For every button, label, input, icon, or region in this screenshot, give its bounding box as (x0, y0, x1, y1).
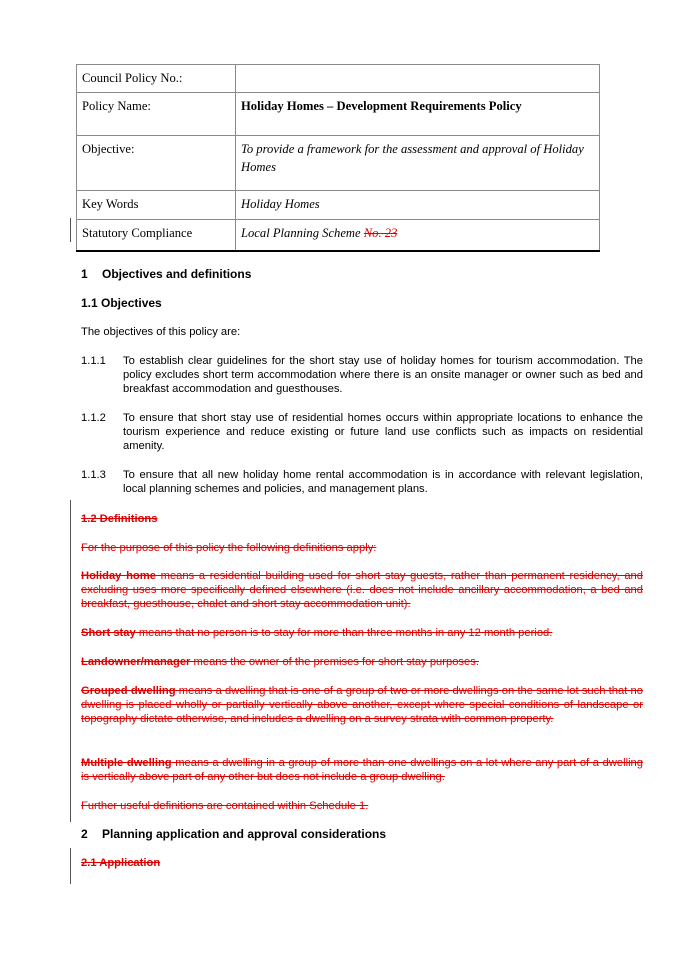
definition-term: Short stay (81, 627, 136, 639)
definition-term: Holiday home (81, 570, 156, 582)
list-item (81, 411, 643, 454)
definition-text: means a residential building used for short stay guests, rather than permanent residency, and excluding uses more specifically defined elsewhere (i.e. does not include ancillary accommodation, a bed and breakfast, guesthouse, chalet and short stay accommodation unit). (81, 570, 643, 611)
definition-term: Multiple dwelling (81, 757, 172, 769)
deleted-text: No. 23 (363, 226, 398, 240)
table-row (77, 93, 600, 136)
table-label: Objective: (77, 136, 236, 191)
section-title: Objectives and definitions (102, 267, 252, 281)
definition-paragraph (81, 569, 643, 612)
item-number: 1.1.1 (81, 355, 106, 367)
definition-text: means that no person is to stay for more than three months in any 12 month period. (135, 627, 553, 639)
item-text: To establish clear guidelines for the short stay use of holiday homes for tourism accommodation. The policy excludes short term accommodation where there is an onsite manager or owner such as bed and breakfast accommodation and guesthouses. (123, 355, 643, 396)
item-number: 1.1.3 (81, 469, 106, 481)
intro-text: The objectives of this policy are: (81, 326, 241, 338)
table-row (77, 191, 600, 220)
policy-name-value: Holiday Homes – Development Requirements Policy (236, 93, 600, 136)
table-row (77, 220, 600, 251)
deleted-subsection-heading: 2.1 Application (81, 857, 161, 869)
definition-term: Landowner/manager (81, 656, 191, 668)
table-label: Statutory Compliance (77, 220, 236, 251)
deleted-subsection-heading: 1.2 Definitions (81, 513, 158, 525)
item-text: To ensure that all new holiday home rental accommodation is in accordance with relevant legislation, local planning schemes and policies, and management plans. (123, 469, 643, 496)
table-row (77, 136, 600, 191)
table-label: Council Policy No.: (77, 65, 236, 93)
list-item (81, 468, 643, 496)
definition-paragraph (81, 655, 643, 669)
definition-term: Grouped dwelling (81, 685, 176, 697)
definition-text: means the owner of the premises for short stay purposes. (190, 656, 479, 668)
definition-paragraph (81, 756, 643, 784)
list-item (81, 354, 643, 397)
keywords-value: Holiday Homes (236, 191, 600, 220)
subsection-heading: 1.1 Objectives (81, 296, 162, 310)
definition-text: means a dwelling in a group of more than one dwellings on a lot where any part of a dwelling is vertically above part of any other but does not include a group dwelling. (81, 757, 644, 784)
change-bar (70, 500, 71, 822)
section-title: Planning application and approval considerations (102, 827, 387, 841)
section-number: 2 (81, 827, 88, 841)
change-bar (70, 848, 71, 884)
objective-value: To provide a framework for the assessment and approval of Holiday Homes (236, 136, 600, 191)
table-value (236, 65, 600, 93)
table-label: Policy Name: (77, 93, 236, 136)
definition-paragraph (81, 684, 643, 727)
item-text: To ensure that short stay use of residential homes occurs within appropriate locations to enhance the tourism experience and reduce existing or future land use conflicts such as impacts on residential amenity. (123, 412, 643, 453)
item-number: 1.1.2 (81, 412, 106, 424)
section-number: 1 (81, 267, 88, 281)
section-heading (81, 827, 643, 841)
definition-paragraph (81, 626, 643, 640)
deleted-intro-text: For the purpose of this policy the following definitions apply: (81, 542, 377, 554)
policy-info-table (76, 64, 600, 252)
deleted-closing-text: Further useful definitions are contained within Schedule 1. (81, 800, 369, 812)
compliance-text: Local Planning Scheme (241, 226, 361, 240)
definition-text: means a dwelling that is one of a group of two or more dwellings on the same lot such that no dwelling is placed wholly or partially vertically above another, except where special conditions of landscape or topography dictate otherwise, and includes a dwelling on a survey strata with common property. (81, 685, 643, 726)
table-row (77, 65, 600, 93)
table-label: Key Words (77, 191, 236, 220)
section-heading (81, 267, 643, 281)
change-bar (70, 218, 71, 242)
compliance-value (236, 220, 600, 251)
